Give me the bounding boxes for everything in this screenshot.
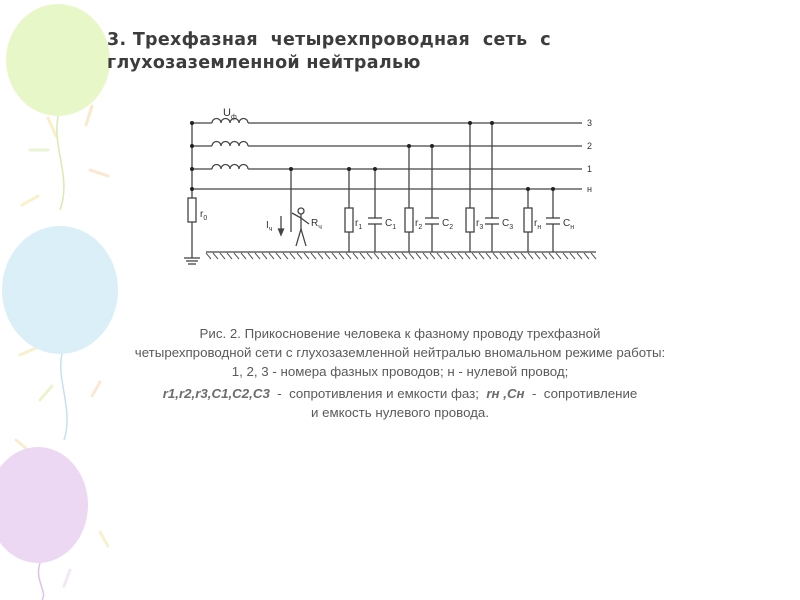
source-label: $U_ф$ xyxy=(223,107,237,121)
slide-title-line-2: глухозаземленной нейтралью xyxy=(107,53,421,73)
rn-label: $r_н$ xyxy=(534,218,542,231)
coil-phase-1 xyxy=(212,165,248,170)
circuit-wires xyxy=(184,119,596,265)
three-phase-network-diagram xyxy=(180,98,610,273)
coil-phase-2 xyxy=(212,142,248,146)
caption-line-2: четырехпроводной сети с глухозаземленной нейтралью вномальном режиме работы: xyxy=(134,345,666,360)
neutral-symbols: rн ,Cн xyxy=(486,386,525,401)
resistor-r2 xyxy=(405,208,413,232)
slide-title xyxy=(107,29,707,75)
resistor-r1 xyxy=(345,208,353,232)
phase-symbols-desc: - сопротивления и емкости фаз; xyxy=(269,386,487,401)
wire-label-n: н xyxy=(587,184,592,194)
caption-line-1: Рис. 2. Прикосновение человека к фазному проводу трехфазной xyxy=(199,326,601,341)
branch-neutral xyxy=(524,189,560,252)
current-label: $I_ч$ xyxy=(266,220,273,233)
ground-hatch xyxy=(206,253,596,259)
neutral-symbols-desc: - сопротивление xyxy=(524,386,638,401)
wire-label-1: 1 xyxy=(587,164,593,174)
purple-balloon-decoration xyxy=(0,447,88,600)
caption-line-5: и емкость нулевого провода. xyxy=(310,405,490,420)
figure-caption xyxy=(80,324,720,422)
r3-label: $r_3$ xyxy=(476,218,484,231)
branch-phase-2 xyxy=(405,146,439,252)
resistor-r3 xyxy=(466,208,474,232)
c3-label: $C_3$ xyxy=(502,218,514,231)
c2-label: $C_2$ xyxy=(442,218,454,231)
cn-label: $C_н$ xyxy=(563,218,575,231)
resistor-r0 xyxy=(188,198,196,222)
r1-label: $r_1$ xyxy=(355,218,363,231)
green-balloon-decoration xyxy=(6,4,110,210)
phase-symbols: r1,r2,r3,C1,C2,C3 xyxy=(162,386,270,401)
c1-label: $C_1$ xyxy=(385,218,397,231)
caption-line-3: 1, 2, 3 - номера фазных проводов; н - нулевой провод; xyxy=(231,364,569,379)
branch-phase-3 xyxy=(466,123,499,252)
caption-line-4 xyxy=(80,384,720,403)
body-resistance-label: $R_ч$ xyxy=(311,218,322,231)
person-icon xyxy=(292,208,309,246)
wire-label-2: 2 xyxy=(587,141,593,151)
wire-label-3: 3 xyxy=(587,118,593,128)
r0-label: $r_0$ xyxy=(200,209,208,222)
r2-label: $r_2$ xyxy=(415,218,423,231)
slide-title-line-1: 3. Трехфазная четырехпроводная сеть с xyxy=(107,30,551,50)
branch-phase-1 xyxy=(345,169,382,252)
resistor-rn xyxy=(524,208,532,232)
junction-dots xyxy=(190,121,555,198)
